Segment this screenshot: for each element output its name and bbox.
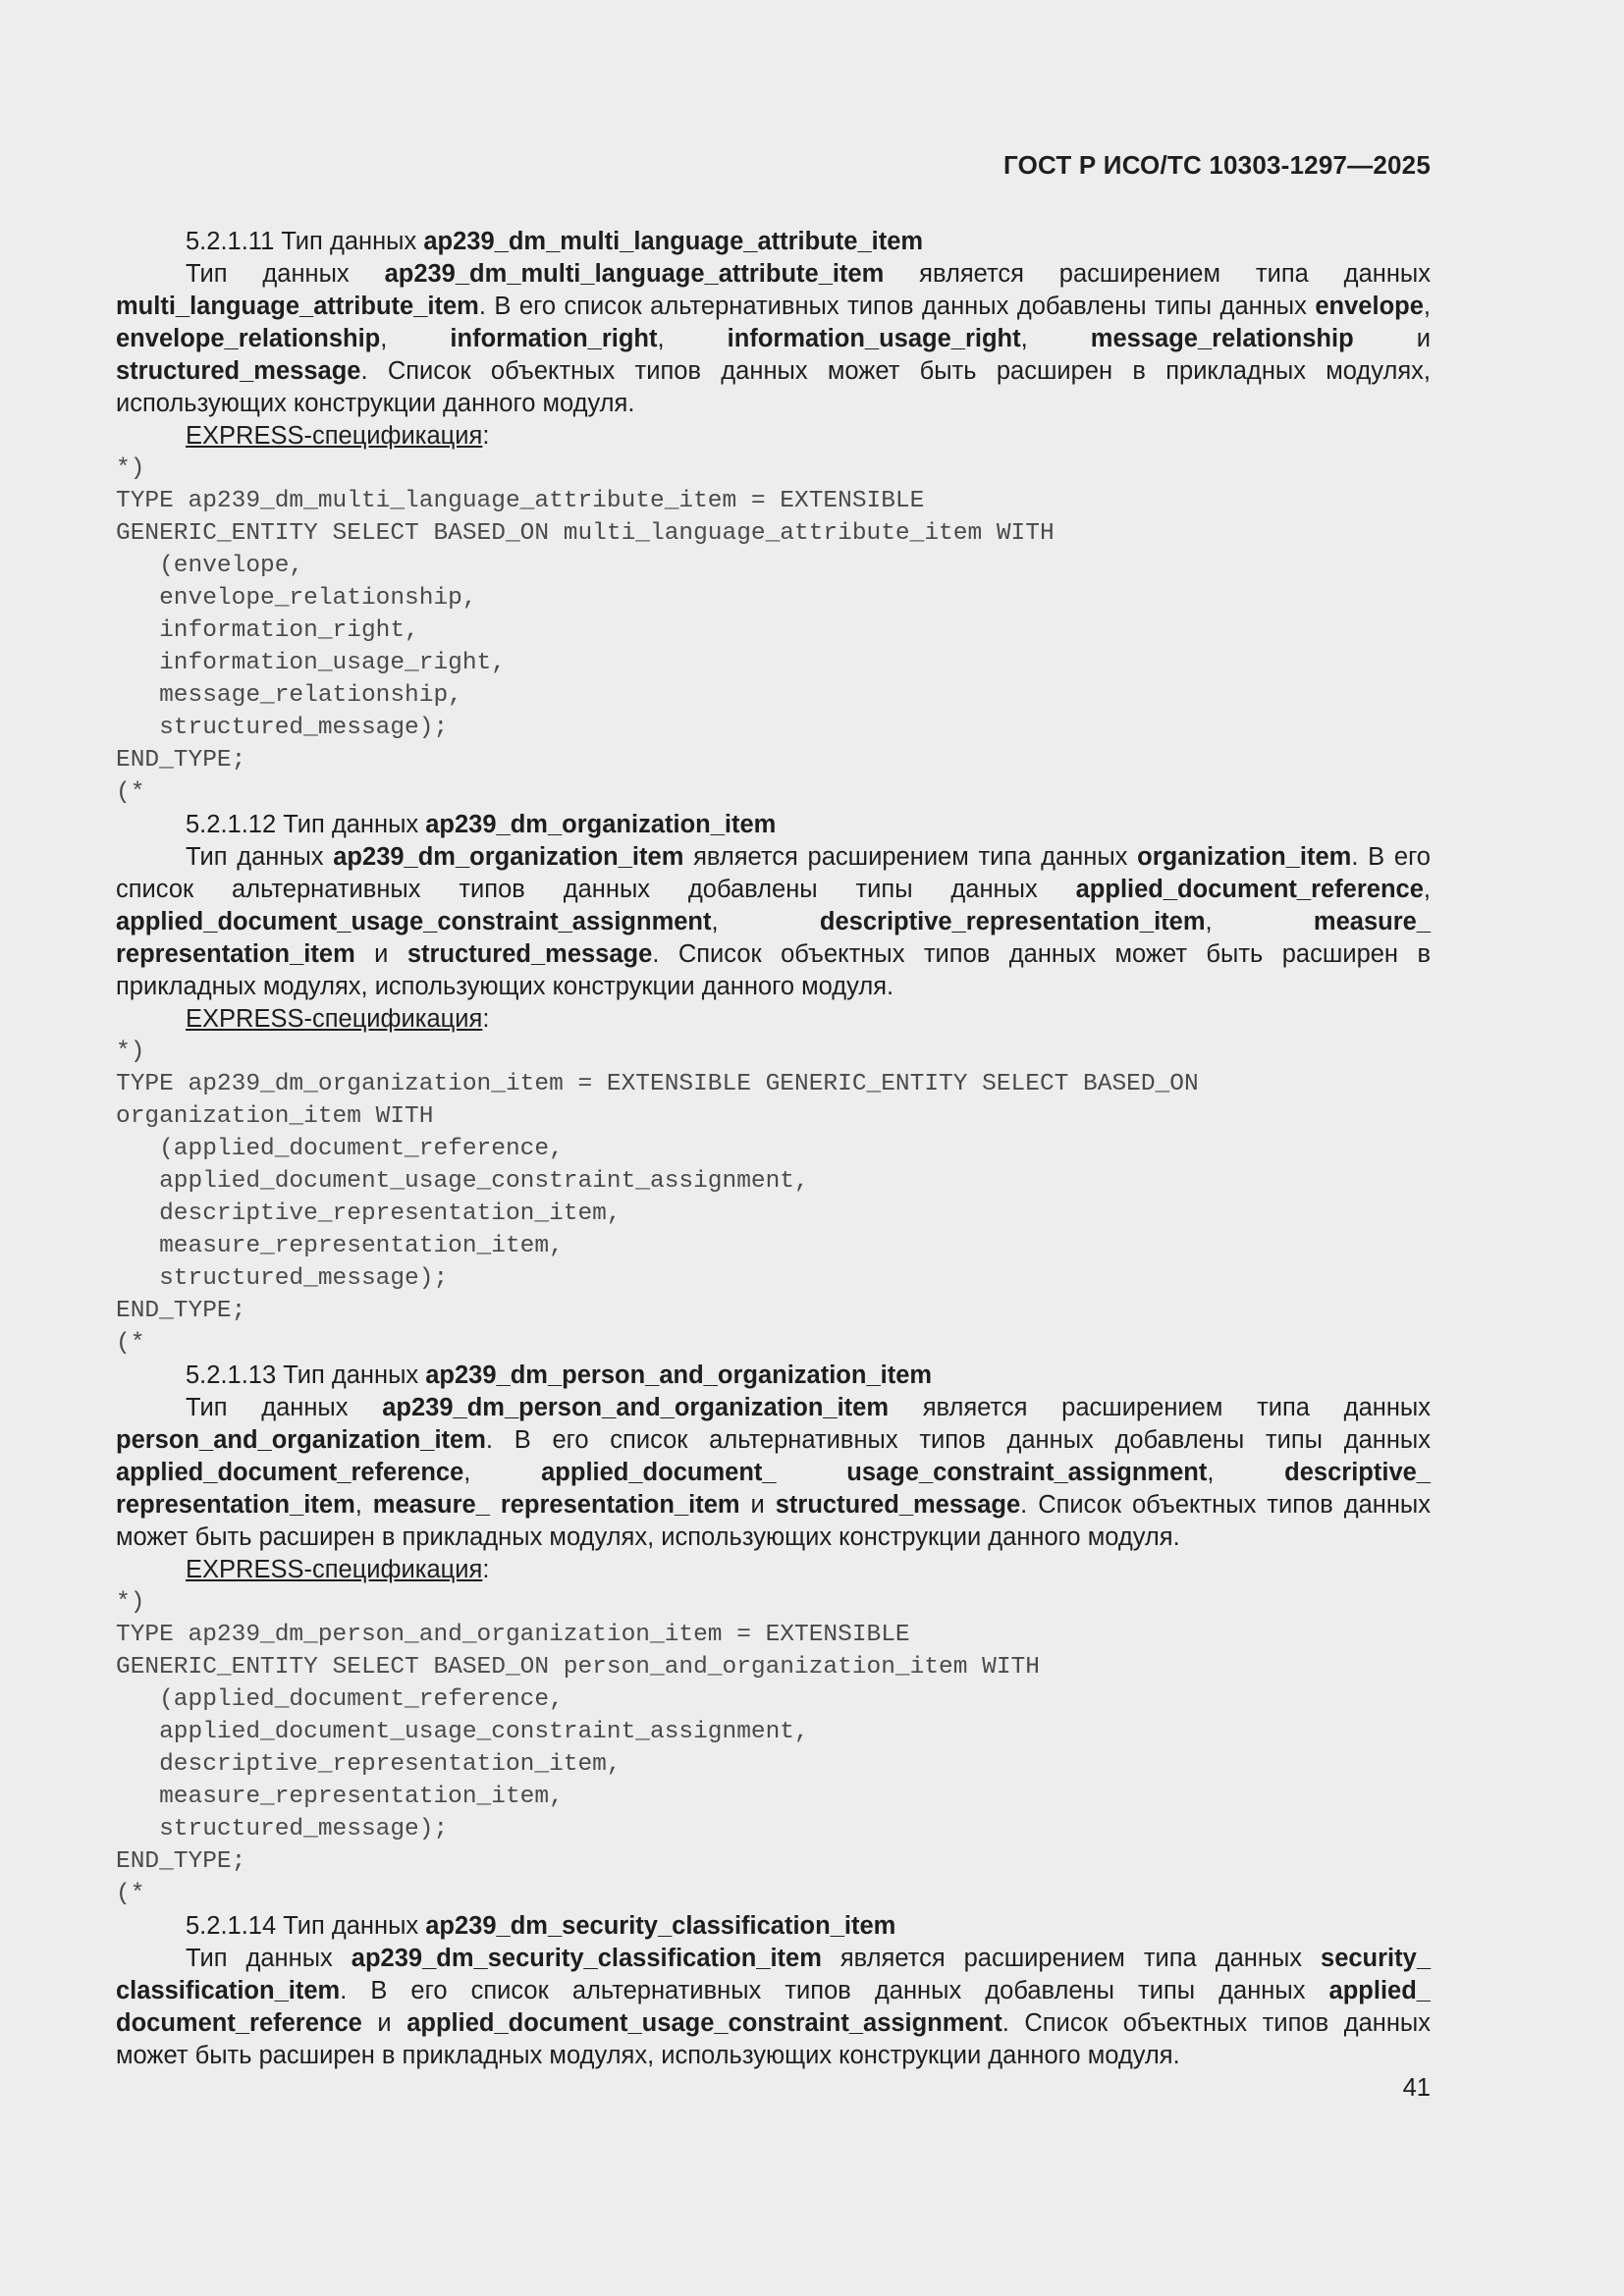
paragraph-text: , xyxy=(1205,908,1314,935)
section-heading xyxy=(116,226,1431,258)
paragraph-text: . В его список альтернативных типов данных добавлены типы данных xyxy=(485,1426,1431,1454)
type-name-bold: applied_document_ usage_constraint_assignment xyxy=(541,1459,1208,1486)
type-name-bold: ap239_dm_person_and_organization_item xyxy=(382,1394,890,1421)
paragraph-text: является расширением типа данных xyxy=(884,260,1431,288)
section-heading-prefix: 5.2.1.14 Тип данных xyxy=(186,1912,426,1940)
type-name-bold: applied_document_reference xyxy=(116,1459,464,1486)
section-heading xyxy=(116,1360,1431,1392)
document-body xyxy=(116,226,1431,2072)
section-heading xyxy=(116,809,1431,841)
type-name-bold: person_and_organization_item xyxy=(116,1426,486,1454)
express-code-block: *) TYPE ap239_dm_organization_item = EXTENSIBLE GENERIC_ENTITY SELECT BASED_ON organization_item WITH (applied_document_reference, applied_document_usage_constraint_assignment, descriptive_representation_item, measure_representation_item, structured_message); END_TYPE; (* xyxy=(116,1039,1199,1357)
paragraph-text: . В его список альтернативных типов данных добавлены типы данных xyxy=(116,843,1431,903)
paragraph-text: , xyxy=(1423,293,1431,320)
type-name-bold: multi_language_attribute_item xyxy=(116,293,479,320)
paragraph-text: . Список объектных типов данных может быть расширен в прикладных модулях, использующих конструкции данного модуля. xyxy=(116,2009,1431,2069)
section-5-2-1-11 xyxy=(116,226,1431,809)
express-specification-label: EXPRESS-спецификация: xyxy=(186,422,490,450)
section-heading-type-name: ap239_dm_multi_language_attribute_item xyxy=(423,228,924,255)
paragraph-text: . Список объектных типов данных может быть расширен в прикладных модулях, использующих конструкции данного модуля. xyxy=(116,357,1431,417)
express-specification-link: EXPRESS-спецификация xyxy=(186,422,483,450)
paragraph-text: Тип данных xyxy=(186,260,385,288)
type-name-bold: structured_message xyxy=(775,1491,1021,1519)
paragraph-text: . В его список альтернативных типов данных добавлены типы данных xyxy=(340,1977,1329,2004)
type-name-bold: envelope_relationship xyxy=(116,325,381,352)
paragraph-text: , xyxy=(354,1491,373,1519)
section-heading xyxy=(116,1910,1431,1943)
paragraph-text: Тип данных xyxy=(186,843,334,871)
paragraph-text: является расширением типа данных xyxy=(821,1945,1322,1972)
paragraph-text: и xyxy=(739,1491,776,1519)
type-name-bold: information_usage_right xyxy=(727,325,1021,352)
express-specification-link: EXPRESS-спецификация xyxy=(186,1005,483,1033)
express-specification-label: EXPRESS-спецификация: xyxy=(186,1556,490,1583)
section-heading-type-name: ap239_dm_security_classification_item xyxy=(425,1912,896,1940)
type-name-bold: measure_ representation_item xyxy=(372,1491,740,1519)
paragraph-text: Тип данных xyxy=(186,1394,383,1421)
paragraph-text: . Список объектных типов данных может быть расширен в прикладных модулях, использующих конструкции данного модуля. xyxy=(116,1491,1431,1551)
type-name-bold: organization_item xyxy=(1137,843,1352,871)
page-number: 41 xyxy=(1402,2074,1431,2102)
type-name-bold: structured_message xyxy=(406,940,653,968)
paragraph-text: и xyxy=(361,2009,407,2037)
type-name-bold: ap239_dm_multi_language_attribute_item xyxy=(384,260,885,288)
section-heading-type-name: ap239_dm_person_and_organization_item xyxy=(425,1362,933,1389)
type-name-bold: descriptive_representation_item xyxy=(819,908,1206,935)
section-heading-type-name: ap239_dm_organization_item xyxy=(425,811,777,838)
section-paragraph xyxy=(116,841,1431,1003)
paragraph-text: является расширением типа данных xyxy=(683,843,1138,871)
paragraph-text: , xyxy=(463,1459,542,1486)
section-heading-prefix: 5.2.1.11 Тип данных xyxy=(186,228,424,255)
type-name-bold: applied_ document_reference xyxy=(116,1977,1431,2037)
paragraph-text: , xyxy=(1207,1459,1285,1486)
express-code-block: *) TYPE ap239_dm_multi_language_attribute_item = EXTENSIBLE GENERIC_ENTITY SELECT BASED_ON multi_language_attribute_item WITH (envelope, envelope_relationship, information_right, information_usage_right, message_relationship, structured_message); END_TYPE; (* xyxy=(116,455,1055,806)
type-name-bold: information_right xyxy=(450,325,658,352)
section-paragraph xyxy=(116,1392,1431,1554)
type-name-bold: ap239_dm_organization_item xyxy=(333,843,684,871)
type-name-bold: message_relationship xyxy=(1090,325,1354,352)
section-paragraph xyxy=(116,1943,1431,2072)
type-name-bold: structured_message xyxy=(116,357,361,385)
section-5-2-1-12 xyxy=(116,809,1431,1360)
type-name-bold: security_ classification_item xyxy=(116,1945,1432,2004)
type-name-bold: envelope xyxy=(1315,293,1424,320)
type-name-bold: descriptive_ representation_item xyxy=(116,1459,1431,1519)
express-specification-link: EXPRESS-спецификация xyxy=(186,1556,483,1583)
express-code-block: *) TYPE ap239_dm_person_and_organization_item = EXTENSIBLE GENERIC_ENTITY SELECT BASED_ON person_and_organization_item WITH (applied_document_reference, applied_document_usage_constraint_assignment, descriptive_representation_item, measure_representation_item, structured_message); END_TYPE; (* xyxy=(116,1589,1040,1907)
paragraph-text: , xyxy=(711,908,820,935)
paragraph-text: . Список объектных типов данных может быть расширен в прикладных модулях, использующих конструкции данного модуля. xyxy=(116,940,1431,1000)
section-5-2-1-14 xyxy=(116,1910,1431,2072)
type-name-bold: applied_document_usage_constraint_assignment xyxy=(406,2009,1002,2037)
section-paragraph xyxy=(116,258,1431,420)
section-heading-prefix: 5.2.1.13 Тип данных xyxy=(186,1362,426,1389)
paragraph-text: и xyxy=(354,940,407,968)
section-heading-prefix: 5.2.1.12 Тип данных xyxy=(186,811,426,838)
paragraph-text: , xyxy=(380,325,451,352)
document-header: ГОСТ Р ИСО/ТС 10303-1297—2025 xyxy=(1002,150,1431,180)
type-name-bold: ap239_dm_security_classification_item xyxy=(351,1945,822,1972)
section-5-2-1-13 xyxy=(116,1360,1431,1910)
paragraph-text: . В его список альтернативных типов данных добавлены типы данных xyxy=(478,293,1316,320)
paragraph-text: является расширением типа данных xyxy=(889,1394,1431,1421)
paragraph-text: , xyxy=(657,325,728,352)
paragraph-text: , xyxy=(1020,325,1091,352)
paragraph-text: , xyxy=(1423,876,1431,903)
paragraph-text: Тип данных xyxy=(186,1945,352,1972)
type-name-bold: applied_document_reference xyxy=(1075,876,1424,903)
type-name-bold: measure_ representation_item xyxy=(116,908,1432,968)
express-specification-label: EXPRESS-спецификация: xyxy=(186,1005,490,1033)
paragraph-text: и xyxy=(1353,325,1431,352)
type-name-bold: applied_document_usage_constraint_assignment xyxy=(116,908,712,935)
